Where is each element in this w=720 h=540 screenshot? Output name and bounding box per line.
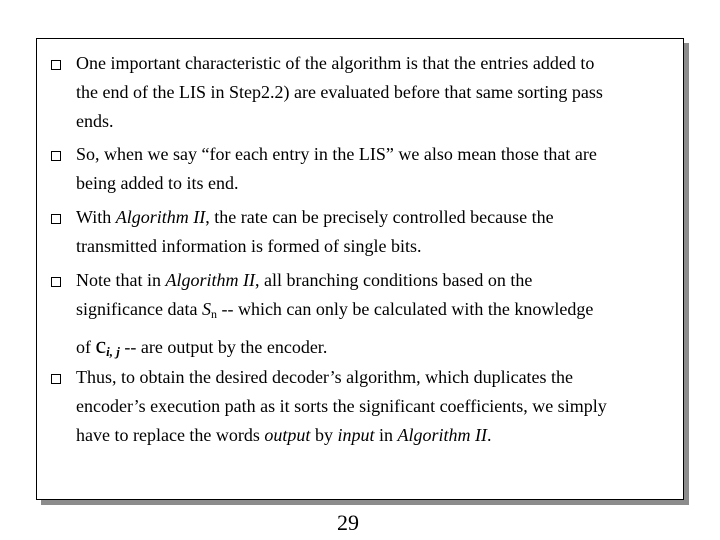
algorithm-name: Algorithm II — [397, 425, 487, 445]
bullet-text-2 — [76, 140, 676, 198]
text-line — [76, 266, 676, 295]
bullet-text-4 — [76, 266, 676, 369]
text-run: significance data — [76, 299, 202, 319]
math-variable: c — [95, 333, 107, 359]
text-run: . — [486, 425, 492, 445]
math-variable: S — [201, 299, 211, 319]
algorithm-name: Algorithm II — [115, 207, 206, 227]
text-run: of — [76, 337, 96, 357]
text-run: -- are output by the encoder. — [119, 337, 328, 357]
bullet-box-icon — [51, 277, 61, 287]
text-line: Thus, to obtain the desired decoder’s algorithm, which duplicates the — [76, 367, 574, 387]
text-run: by — [310, 425, 338, 445]
emphasis-word: input — [337, 425, 375, 445]
text-run: Note that in — [76, 270, 166, 290]
text-line: the end of the LIS in Step2.2) are evaluated before that same sorting pass — [76, 82, 603, 102]
text-line: So, when we say “for each entry in the LIS” we also mean those that are — [76, 144, 597, 164]
math-subscript: n — [210, 307, 217, 321]
text-run: , the rate can be precisely controlled because the — [205, 207, 554, 227]
bullet-box-icon — [51, 374, 61, 384]
text-line: ends. — [76, 111, 114, 131]
text-line: transmitted information is formed of single bits. — [76, 236, 422, 256]
text-run: -- which can only be calculated with the knowledge — [216, 299, 594, 319]
bullet-box-icon — [51, 214, 61, 224]
text-run: With — [76, 207, 116, 227]
text-line — [76, 295, 676, 329]
bullet-box-icon — [51, 60, 61, 70]
text-run: have to replace the words — [76, 425, 265, 445]
text-line: One important characteristic of the algorithm is that the entries added to — [76, 53, 595, 73]
page-number: 29 — [337, 510, 359, 535]
emphasis-word: output — [264, 425, 311, 445]
bullet-box-icon — [51, 151, 61, 161]
algorithm-name: Algorithm II — [165, 270, 255, 290]
text-line — [76, 421, 676, 450]
text-run: in — [374, 425, 398, 445]
text-line — [76, 203, 676, 232]
slide-content-box — [36, 38, 684, 500]
bullet-text-3 — [76, 203, 676, 261]
math-subscript: i, j — [106, 344, 120, 359]
bullet-text-1 — [76, 49, 676, 136]
text-line: encoder’s execution path as it sorts the significant coefficients, we simply — [76, 396, 607, 416]
bullet-text-5 — [76, 363, 676, 450]
text-line: being added to its end. — [76, 173, 239, 193]
text-run: , all branching conditions based on the — [254, 270, 533, 290]
